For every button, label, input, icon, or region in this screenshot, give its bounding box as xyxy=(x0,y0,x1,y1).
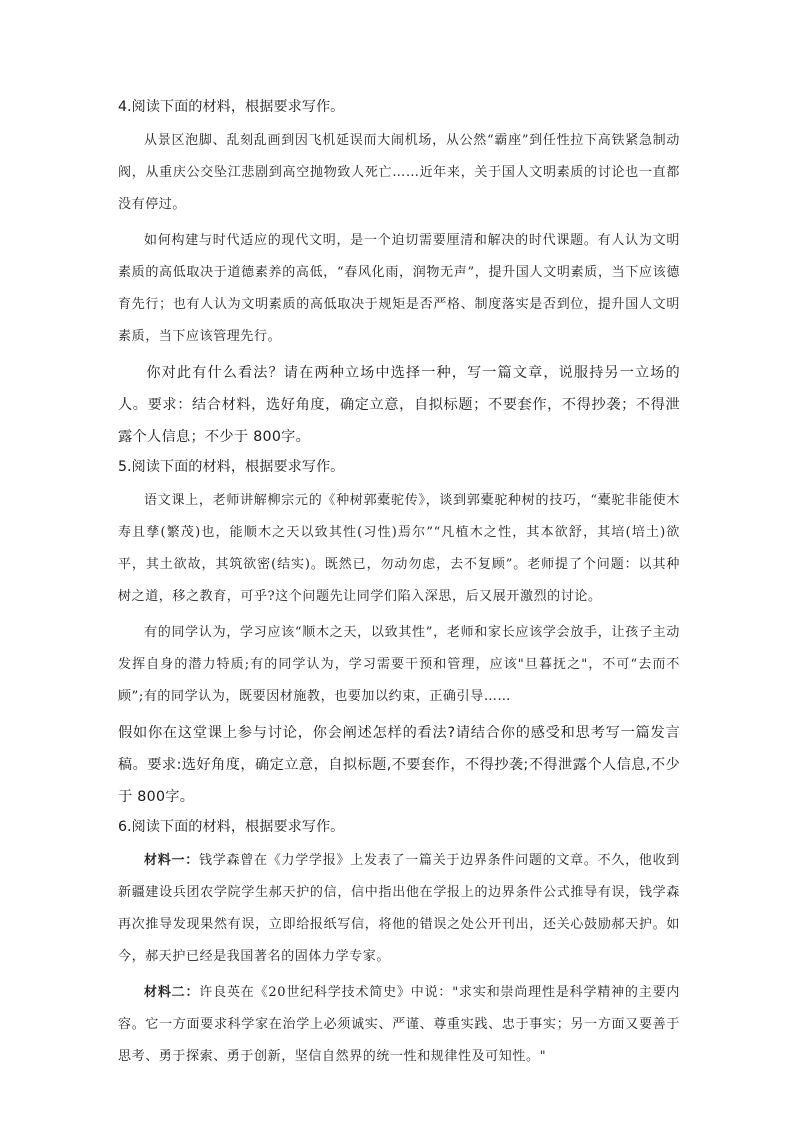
material-2-label: 材料二： xyxy=(144,985,200,1000)
question-4-prompt: 你对此有什么看法？请在两种立场中选择一种，写一篇文章，说服持另一立场的人。要求：结合材料，选好角度，确定立意，自拟标题；不要套作，不得抄袭；不得泄露个人信息；不少于 800字。 xyxy=(118,365,680,445)
question-6-material-1 xyxy=(118,845,680,973)
material-1-text: 钱学森曾在《力学学报》上发表了一篇关于边界条件问题的文章。不久，他收到新疆建设兵团农学院学生郝天护的信，信中指出他在学报上的边界条件公式推导有误，钱学森再次推导发现果然有误，立即给报纸写信，将他的错误之处公开刊出，还关心鼓励郝天护。如今，郝天护已经是我国著名的固体力学专家。 xyxy=(118,853,680,964)
question-4 xyxy=(118,96,680,453)
question-6 xyxy=(118,816,680,1073)
question-6-heading: 6.阅读下面的材料，根据要求写作。 xyxy=(118,819,345,835)
material-1-label: 材料一： xyxy=(144,853,199,868)
question-5-prompt: 假如你在这堂课上参与讨论，你会阐述怎样的看法?请结合你的感受和思考写一篇发言稿。要求:选好角度，确定立意，自拟标题,不要套作，不得抄袭;不得泄露个人信息,不少于 800字。 xyxy=(118,725,680,805)
question-6-material-2 xyxy=(118,977,680,1073)
material-2-text: 许良英在《20世纪科学技术简史》中说："求实和崇尚理性是科学精神的主要内容。它一方面要求科学家在治学上必须诚实、严谨、尊重实践、忠于事实；另一方面又要善于思考、勇于探索、勇于创新，坚信自然界的统一性和规律性及可知性。" xyxy=(118,985,680,1064)
question-5 xyxy=(118,456,680,813)
document-page xyxy=(118,96,680,1077)
question-4-material-paragraph-1: 从景区泡脚、乱刻乱画到因飞机延误而大闹机场，从公然“霸座”到任性拉下高铁紧急制动阀，从重庆公交坠江悲剧到高空抛物致人死亡……近年来，关于国人文明素质的讨论也一直都没有停过。 xyxy=(118,133,680,212)
question-4-heading: 4.阅读下面的材料，根据要求写作。 xyxy=(118,99,345,115)
question-5-material-paragraph-2: 有的同学认为，学习应该“顺木之天，以致其性”，老师和家长应该学会放手，让孩子主动发挥自身的潜力特质;有的同学认为，学习需要干预和管理，应该"旦暮抚之"，不可“去而不顾”;有的同学认为，既要因材施教，也要加以约束，正确引导…… xyxy=(118,625,680,704)
question-5-heading: 5.阅读下面的材料，根据要求写作。 xyxy=(118,459,345,475)
question-5-material-paragraph-1: 语文课上，老师讲解柳宗元的《种树郭橐驼传》，谈到郭橐驼种树的技巧，“橐驼非能使木寿且孳(繁茂)也，能顺木之天以致其性(习性)焉尔”“凡植木之性，其本欲舒，其培(培土)欲平，其土欲故，其筑欲密(结实)。既然已，勿动勿虑，去不复顾”。老师提了个问题：以其种树之道，移之教育，可乎?这个问题先让同学们陷入深思，后又展开激烈的讨论。 xyxy=(118,493,680,604)
question-4-material-paragraph-2: 如何构建与时代适应的现代文明，是一个迫切需要厘清和解决的时代课题。有人认为文明素质的高低取决于道德素养的高低，“春风化雨，润物无声”，提升国人文明素质，当下应该德育先行；也有人认为文明素质的高低取决于规矩是否严格、制度落实是否到位，提升国人文明素质，当下应该管理先行。 xyxy=(118,233,680,344)
